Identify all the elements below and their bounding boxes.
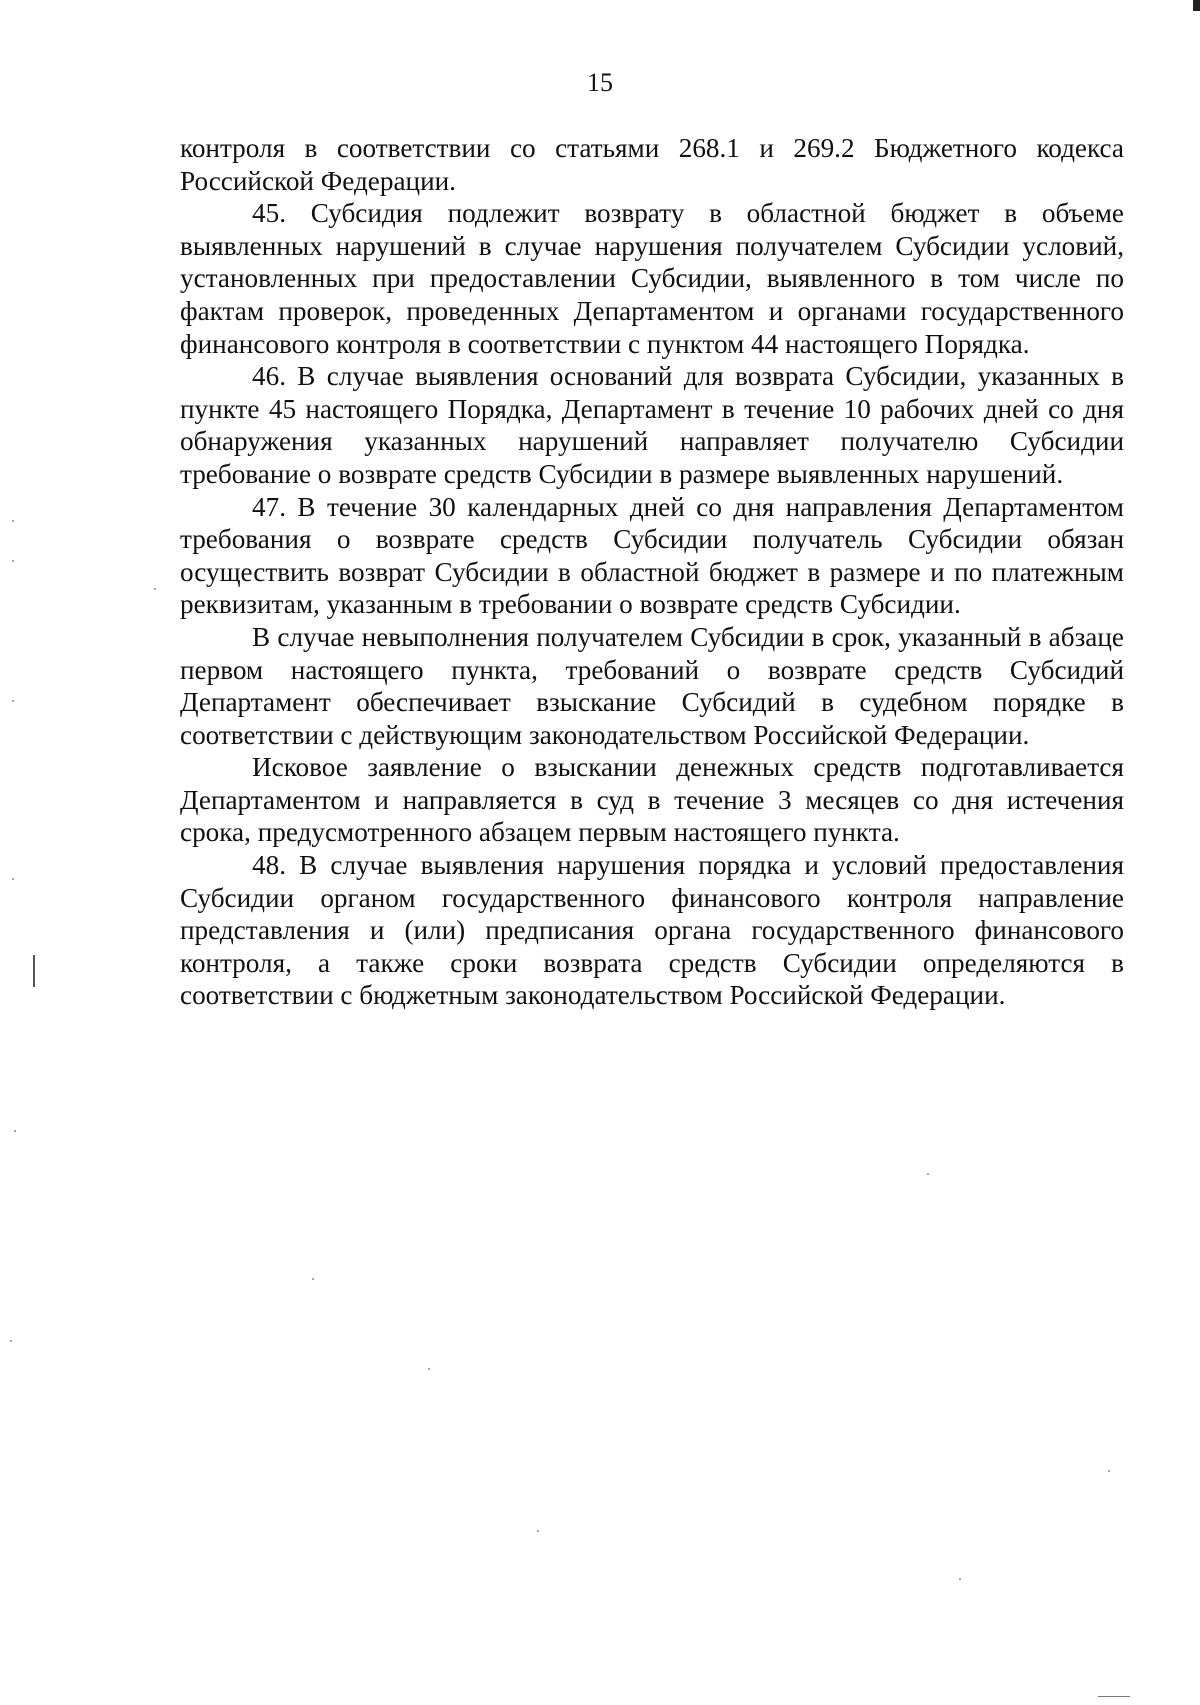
scan-speck <box>1108 1470 1110 1472</box>
paragraph-item-45: 45. Субсидия подлежит возврату в областной бюджет в объеме выявленных нарушений в случае нарушения получателем Субсидии условий, установленных при предоставлении Субсидии, выявленного в том числе по фактам проверок, проведенных Департаментом и органами государственного финансового контроля в соответствии с пунктом 44 настоящего Порядка. <box>180 198 1124 359</box>
scan-speck <box>537 1530 539 1532</box>
scan-speck <box>312 1278 314 1280</box>
paragraph-item-47-part-2: В случае невыполнения получателем Субсидии в срок, указанный в абзаце первом настоящего пункта, требований о возврате средств Субсидий Департамент обеспечивает взыскание Субсидий в судебном порядке в соответствии с действующим законодательством Российской Федерации. <box>180 621 1124 750</box>
page-number: 15 <box>587 68 613 97</box>
scan-speck <box>14 1130 16 1132</box>
scan-speck <box>12 560 14 562</box>
scan-corner-mark <box>1193 0 1200 11</box>
scan-speck <box>428 1368 430 1370</box>
paragraph-item-46: 46. В случае выявления оснований для возврата Субсидии, указанных в пункте 45 настоящего Порядка, Департамент в течение 10 рабочих дней со дня обнаружения указанных нарушений направляет получателю Субсидии требование о возврате средств Субсидии в размере выявленных нарушений. <box>180 361 1124 489</box>
scan-speck <box>154 588 156 590</box>
paragraph-item-48: 48. В случае выявления нарушения порядка и условий предоставления Субсидии органом государственного финансового контроля направление представления и (или) предписания органа государственного финансового контроля, а также сроки возврата средств Субсидии определяются в соответствии с бюджетным законодательством Российской Федерации. <box>180 850 1124 1011</box>
scan-margin-bar <box>33 955 35 987</box>
paragraph-item-47-part-3: Исковое заявление о взыскании денежных средств подготавливается Департаментом и направляется в суд в течение 3 месяцев со дня истечения срока, предусмотренного абзацем первым настоящего пункта. <box>180 752 1124 848</box>
scan-speck <box>927 1173 929 1175</box>
scan-speck <box>10 1340 12 1342</box>
scan-speck <box>12 520 14 522</box>
scan-speck <box>12 878 14 880</box>
document-body <box>180 132 1124 1012</box>
scan-speck <box>959 1578 961 1580</box>
paragraph-continuation: контроля в соответствии со статьями 268.1 и 269.2 Бюджетного кодекса Российской Федерации. <box>180 133 1124 196</box>
scan-dash-mark <box>1098 1696 1130 1697</box>
paragraph-item-47: 47. В течение 30 календарных дней со дня направления Департаментом требования о возврате средств Субсидии получатель Субсидии обязан осуществить возврат Субсидии в областной бюджет в размере и по платежным реквизитам, указанным в требовании о возврате средств Субсидии. <box>180 491 1124 620</box>
scan-speck <box>12 700 14 702</box>
